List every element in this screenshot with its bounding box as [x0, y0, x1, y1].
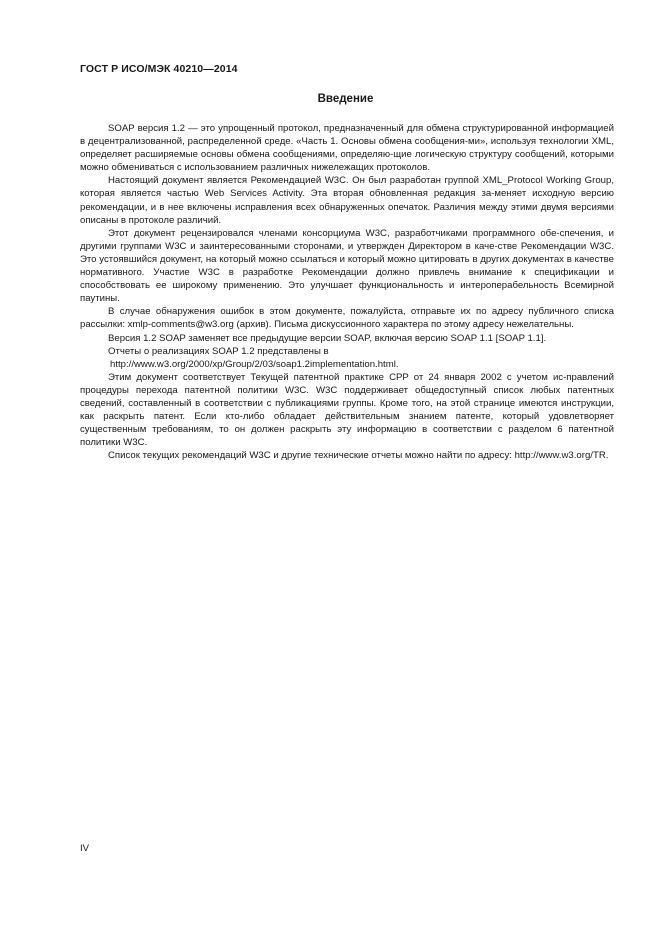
section-title-text: Введение: [317, 93, 374, 105]
implementation-report-url[interactable]: http://www.w3.org/2000/xp/Group/2/03/soap1.2implementation.html.: [110, 358, 399, 370]
section-title: [0, 93, 661, 105]
paragraph-tr-list: Список текущих рекомендаций W3C и другие технические отчеты можно найти по адресу: http://www.w3.org/TR.: [108, 450, 609, 462]
page-number: IV: [80, 843, 90, 854]
document-body: [80, 122, 614, 462]
standard-code-header: ГОСТ Р ИСО/МЭК 40210—2014: [80, 63, 238, 75]
paragraph-implementation-reports: Отчеты о реализациях SOAP 1.2 представлены в: [108, 345, 329, 357]
paragraph-review: Этот документ рецензировался членами консорциума W3C, разработчиками программного обе-спечения, и другими группами W3C и заинтересованными сторонами, и утвержден Директором в каче-стве Рекомендации W3C. Это устоявшийся документ, на который можно ссылаться и который можно цитировать в других документах в качестве нормативного. Участие W3C в разработке Рекомендации должно привлечь внимание к спецификации и способствовать ее широкому применению. Это улучшает функциональность и интероперабельность Всемирной паутины.: [80, 227, 614, 305]
paragraph-intro: SOAP версия 1.2 — это упрощенный протокол, предназначенный для обмена структурированной информацией в децентрализованной, распределенной среде. «Часть 1. Основы обмена сообщения-ми», используя технологии XML, определяет расширяемые основы обмена сообщениями, определяю-щие логическую структуру сообщений, которыми можно обмениваться с использованием различных нижележащих протоколов.: [80, 123, 614, 174]
paragraph-supersedes: Версия 1.2 SOAP заменяет все предыдущие версии SOAP, включая версию SOAP 1.1 [SOAP 1.1].: [108, 332, 547, 344]
paragraph-status: Настоящий документ является Рекомендацией W3C. Он был разработан группой XML_Protocol Working Group, которая является частью Web Services Activity. Эта вторая обновленная редакция за-меняет исходную версию рекомендации, и в нее включены исправления всех обнаруженных опечаток. Различия между этими двумя версиями описаны в протоколе различий.: [80, 175, 614, 226]
paragraph-patent-policy: Этим документ соответствует Текущей патентной практике CPP от 24 января 2002 с учетом ис-правлений процедуры перехода патентной политики W3C. W3C поддерживает общедоступный список любых патентных сведений, составленный в соответствии с публикациями группы. Кроме того, на этой странице имеются инструкции, как раскрыть патент. Если кто-либо обладает действительным знанием патенте, который удовлетворяет существенным требованиям, то он должен раскрыть эту информацию в соответствии с разделом 6 патентной политики W3C.: [80, 371, 614, 449]
paragraph-errata: В случае обнаружения ошибок в этом документе, пожалуйста, отправьте их по адресу публичного списка рассылки: xmlp-comments@w3.org (архив). Письма дискуссионного характера по этому адресу нежелательны.: [80, 306, 614, 331]
